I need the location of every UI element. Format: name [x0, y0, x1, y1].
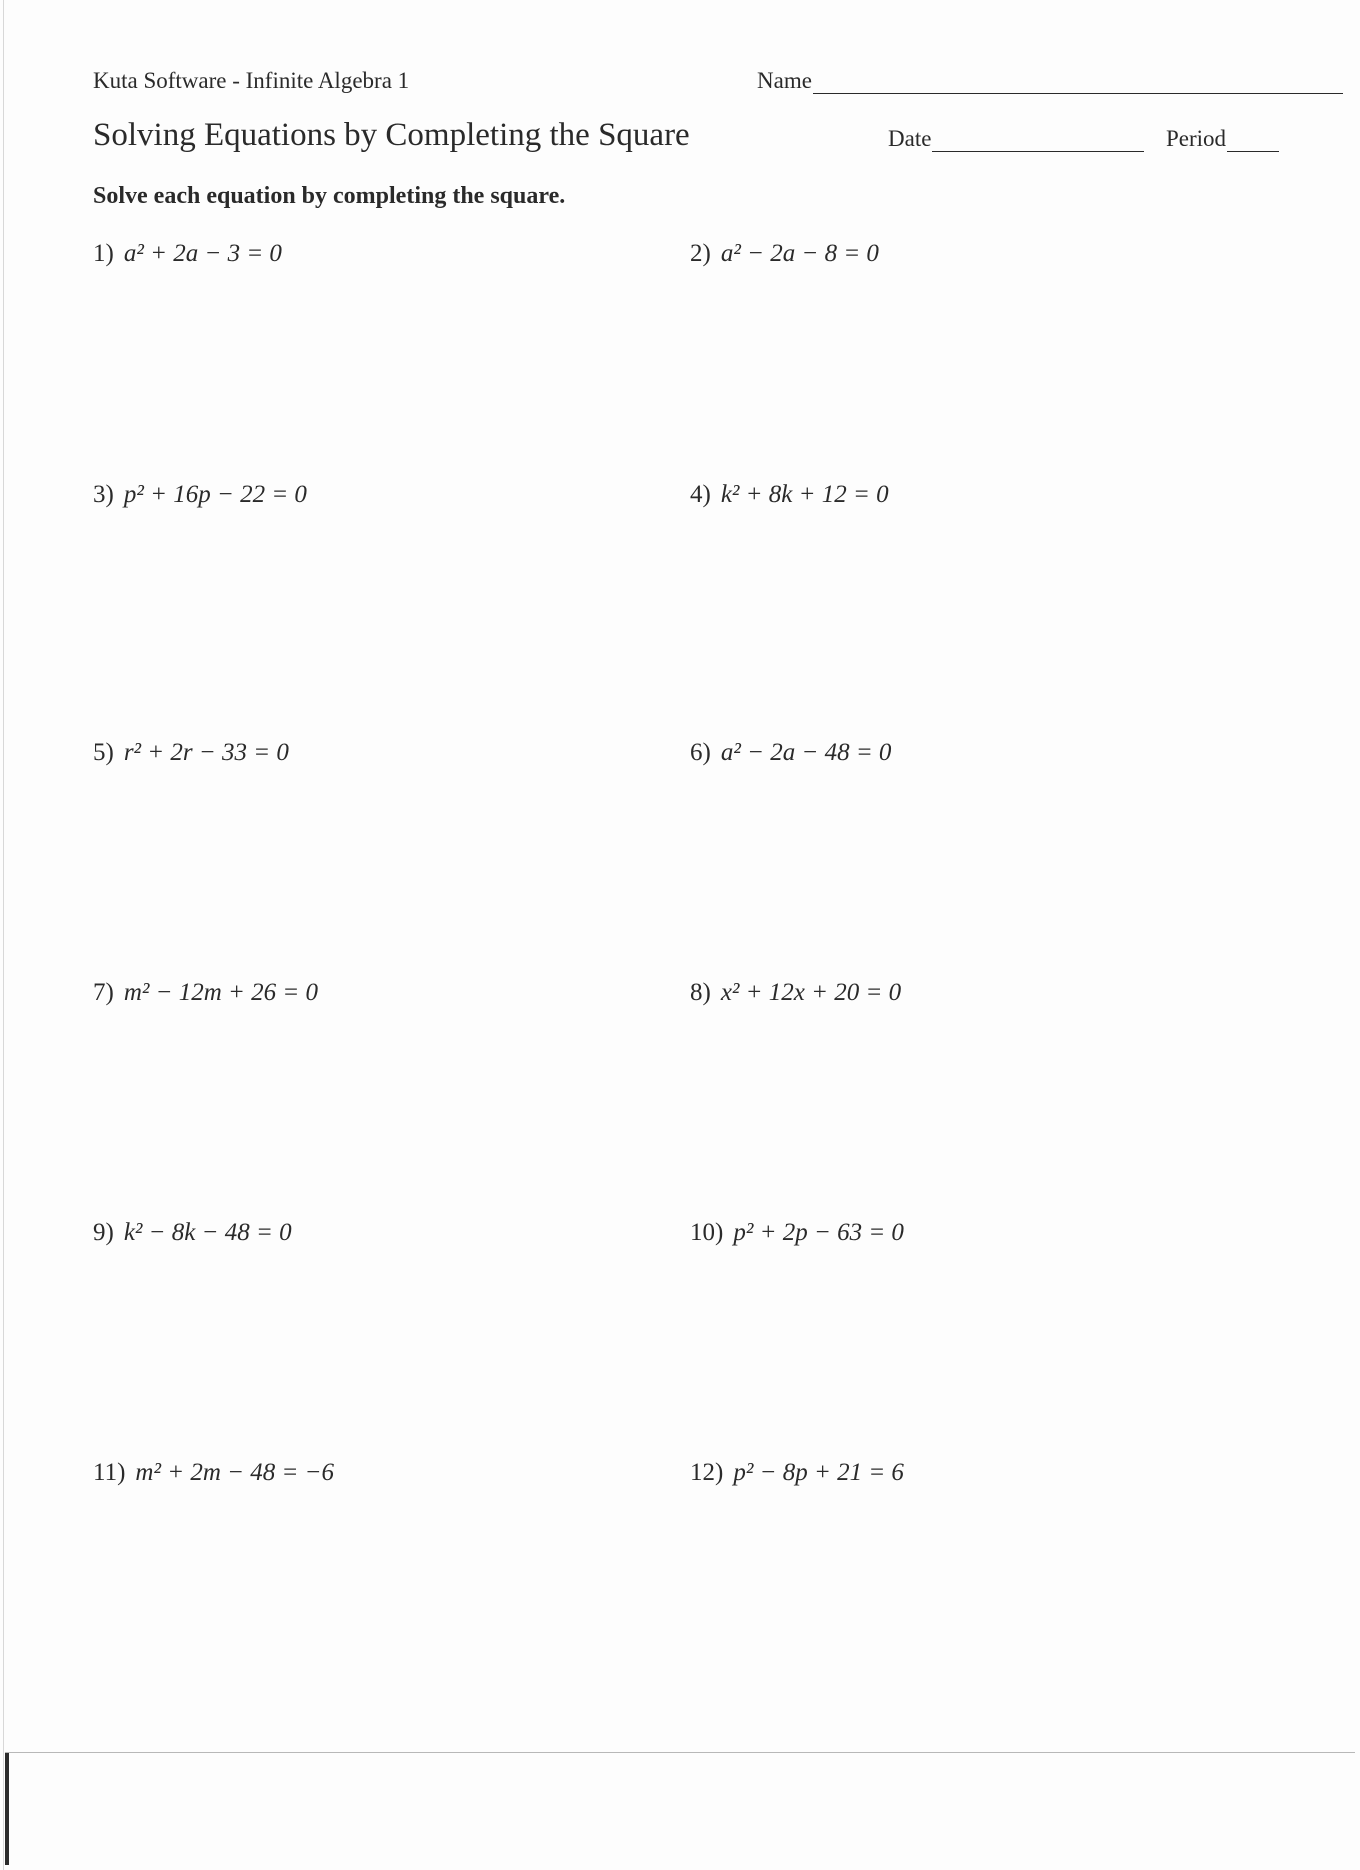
problem-item — [690, 979, 901, 1007]
problem-number: 9) — [93, 1219, 114, 1246]
problem-item — [93, 240, 282, 268]
problem-item — [93, 1219, 292, 1247]
scan-edge-line — [3, 0, 4, 1870]
problem-equation: k² + 8k + 12 = 0 — [720, 481, 889, 508]
bottom-divider — [5, 1752, 1355, 1753]
problem-item — [93, 979, 318, 1007]
name-blank-line[interactable] — [813, 71, 1343, 94]
date-label: Date — [888, 126, 932, 151]
date-blank-line[interactable] — [932, 129, 1144, 152]
problem-equation: p² − 8p + 21 = 6 — [733, 1459, 904, 1486]
worksheet-title: Solving Equations by Completing the Square — [93, 117, 690, 153]
problem-equation: p² + 16p − 22 = 0 — [123, 481, 307, 508]
problem-equation: m² + 2m − 48 = −6 — [135, 1459, 334, 1486]
problem-number: 3) — [93, 481, 114, 508]
problem-equation: k² − 8k − 48 = 0 — [123, 1219, 292, 1246]
problem-item — [690, 240, 879, 268]
problem-equation: x² + 12x + 20 = 0 — [720, 979, 902, 1006]
problem-number: 6) — [690, 739, 711, 766]
period-blank-line[interactable] — [1227, 129, 1279, 152]
problem-equation: a² − 2a − 8 = 0 — [720, 240, 879, 267]
problem-item — [690, 1459, 904, 1487]
problem-number: 2) — [690, 240, 711, 267]
problem-number: 12) — [690, 1459, 724, 1486]
problem-number: 11) — [93, 1459, 126, 1486]
problem-item — [690, 481, 889, 509]
problem-number: 1) — [93, 240, 114, 267]
problem-equation: a² + 2a − 3 = 0 — [123, 240, 282, 267]
problem-equation: p² + 2p − 63 = 0 — [733, 1219, 904, 1246]
period-field[interactable] — [1166, 126, 1279, 152]
problem-item — [93, 1459, 334, 1487]
problem-item — [690, 1219, 904, 1247]
problem-equation: a² − 2a − 48 = 0 — [720, 739, 892, 766]
problem-equation: m² − 12m + 26 = 0 — [123, 979, 319, 1006]
name-label: Name — [757, 68, 812, 93]
instructions: Solve each equation by completing the square. — [93, 183, 566, 209]
problem-item — [690, 739, 891, 767]
problem-item — [93, 739, 289, 767]
problem-item — [93, 481, 307, 509]
problem-number: 5) — [93, 739, 114, 766]
period-label: Period — [1166, 126, 1227, 151]
publisher-name: Kuta Software - Infinite Algebra 1 — [93, 68, 410, 93]
problem-number: 8) — [690, 979, 711, 1006]
scan-edge-bar — [5, 1753, 9, 1865]
name-field[interactable] — [757, 68, 1343, 94]
problem-number: 10) — [690, 1219, 724, 1246]
problem-number: 7) — [93, 979, 114, 1006]
problem-number: 4) — [690, 481, 711, 508]
problem-equation: r² + 2r − 33 = 0 — [123, 739, 289, 766]
date-field[interactable] — [888, 126, 1144, 152]
